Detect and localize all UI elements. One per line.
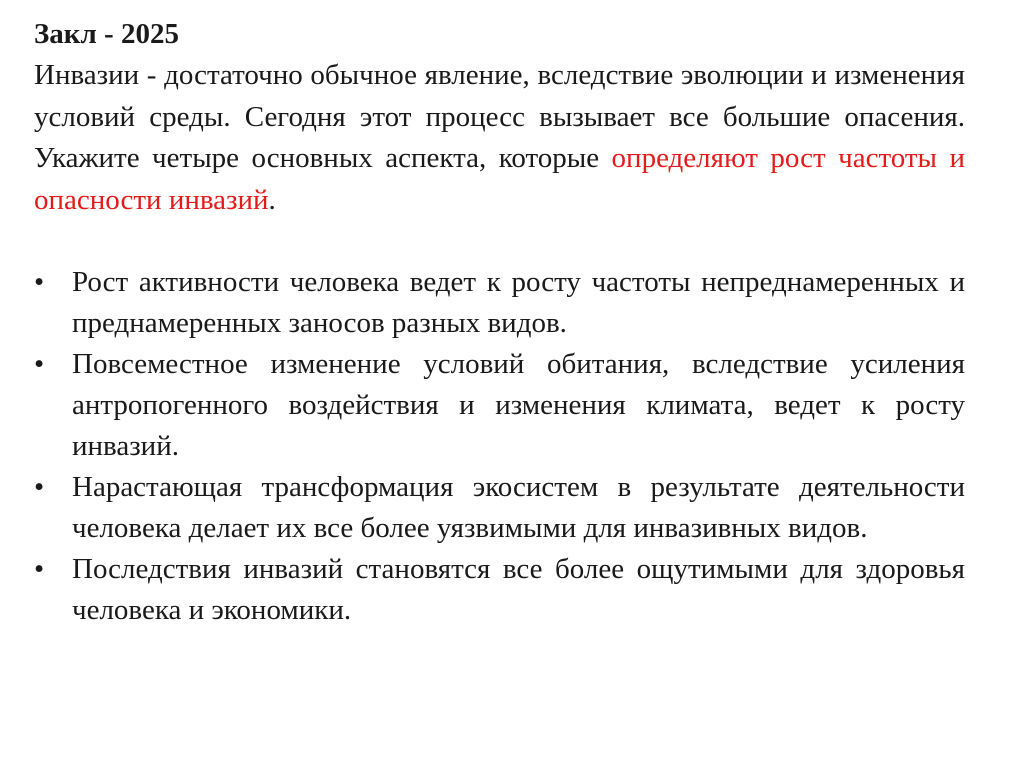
list-item <box>34 549 965 631</box>
slide-title: Закл - 2025 <box>34 18 179 50</box>
intro-paragraph <box>34 55 965 221</box>
intro-text: Инвазии - достаточно обычное явление, вследствие эволюции и изменения условий среды. Сегодня этот процесс вызывает все большие опасения. Укажите четыре основных аспекта, которые <box>34 59 965 174</box>
aspects-list <box>34 262 965 631</box>
list-item-text: Нарастающая трансформация экосистем в результате деятельности человека делает их все более уязвимыми для инвазивных видов. <box>72 471 965 544</box>
intro-highlight: определяют рост частоты и опасности инвазий <box>34 142 965 216</box>
list-item-text: Рост активности человека ведет к росту частоты непреднамеренных и преднамеренных заносов разных видов. <box>72 266 965 339</box>
intro-text-end: . <box>268 183 276 216</box>
list-item <box>34 467 965 549</box>
list-item <box>34 262 965 344</box>
list-item-text: Последствия инвазий становятся все более ощутимыми для здоровья человека и экономики. <box>72 553 965 626</box>
slide-content <box>34 14 965 631</box>
bullet-icon: • <box>34 553 45 585</box>
bullet-icon: • <box>34 348 45 380</box>
bullet-icon: • <box>34 471 45 503</box>
list-item-text: Повсеместное изменение условий обитания, вследствие усиления антропогенного воздействия и изменения климата, ведет к росту инвазий. <box>72 348 965 462</box>
bullet-icon: • <box>34 266 45 298</box>
list-item <box>34 344 965 467</box>
